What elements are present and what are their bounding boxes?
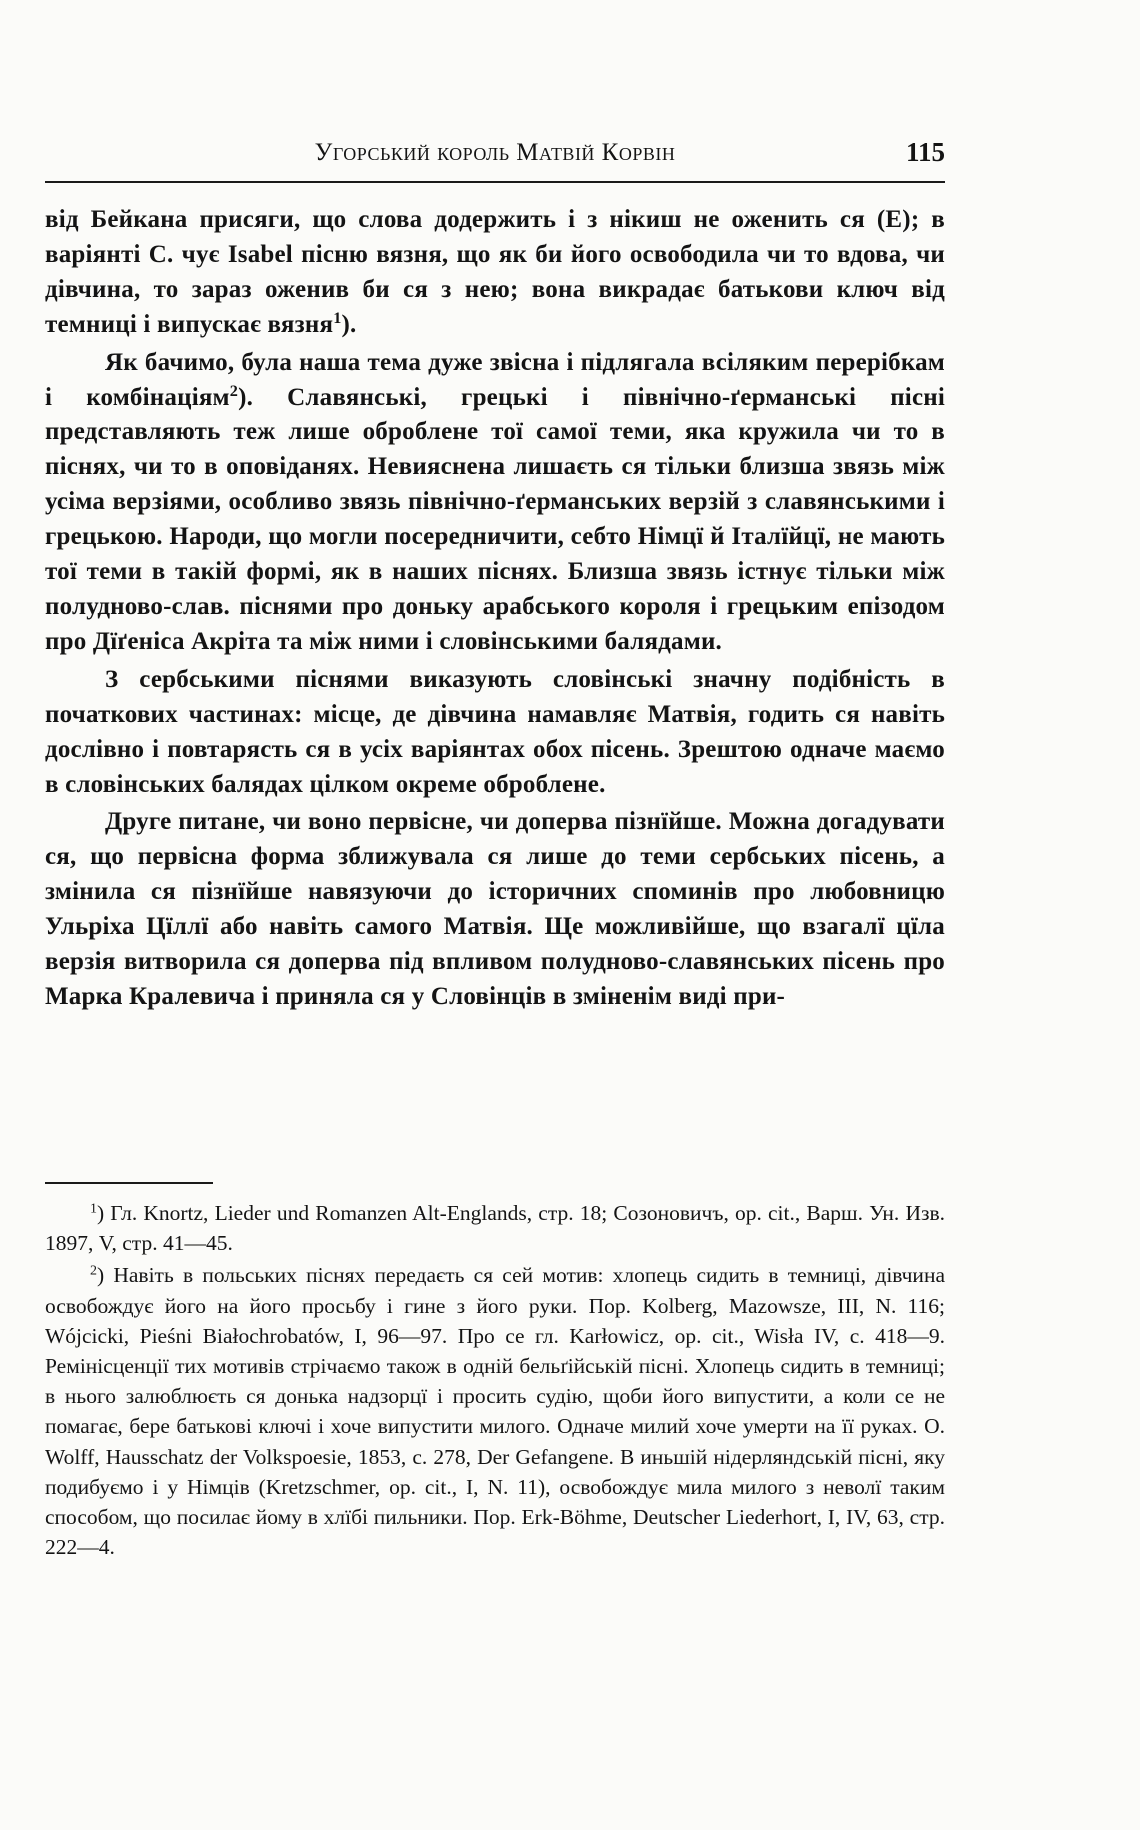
- footnote-1-text: ) Гл. Knortz, Lieder und Romanzen Alt-Englands, стр. 18; Созоновичъ, op. cit., Варш. Ун. Изв. 1897, V, стр. 41—45.: [45, 1201, 945, 1256]
- footnote-ref-2: 2: [229, 381, 239, 400]
- page-header: [45, 137, 945, 183]
- main-text: [45, 203, 945, 1015]
- paragraph-2: [45, 346, 945, 660]
- page-number: 115: [905, 137, 945, 167]
- footnote-2-mark: 2: [90, 1263, 97, 1279]
- paragraph-2-text: Як бачимо, була наша тема дуже звісна і підлягала всіляким перерібкам і комбінаціям: [45, 348, 945, 411]
- footnote-ref-1: 1: [333, 308, 342, 327]
- paragraph-4: Друге питане, чи воно первісне, чи доперва пізнїйше. Можна догадувати ся, що первісна форма зближувала ся лише до теми сербських пісень, а змінила ся пізнїйше навязуючи до історичних споминів про любовницю Ульріха Цїллї або навіть самого Матвія. Ще можливійше, що взагалї цїла верзія витворила ся доперва під впливом полудново-славянських пісень про Марка Кралевича і приняла ся у Словінців в зміненім виді при-: [45, 808, 945, 1010]
- running-title: Угорський король Матвій Корвін: [314, 139, 676, 166]
- footnote-2: [45, 1260, 945, 1562]
- paragraph-1-text: від Бейкана присяги, що слова додержить і з нікиш не оженить ся (E); в варіянті C. чує Isabel пісню вязня, що як би його освободила чи то вдова, чи дівчина, то зараз оженив би ся з нею; вона викрадає батькови ключ від темниці і випускає вязня: [45, 206, 945, 338]
- footnote-1-mark: 1: [90, 1201, 97, 1217]
- paragraph-1-end: ).: [341, 310, 357, 338]
- footnote-divider: [45, 1182, 213, 1184]
- paragraph-2-cont: ). Славянські, грецькі і північно-ґерманські пісні представляють теж лише оброблене тої самої теми, яка кружила чи то в піснях, чи то в оповіданях. Невияснена лишаєть ся тільки близша звязь між усіма верзіями, особливо звязь північно-ґерманських верзій з славянськими і грецькою. Народи, що могли посередничити, себто Німцї й Італїйцї, не мають тої теми в такій формі, як в наших піснях. Близша звязь істнує тільки між полудново-слав. піснями про доньку арабського короля і грецьким епізодом про Дїґеніса Акріта та між ними і словінськими балядами.: [45, 383, 945, 655]
- paragraph-1: [45, 203, 945, 343]
- paragraph-3: З сербськими піснями виказують словінські значну подібність в початкових частинах: місце, де дівчина намавляє Матвія, годить ся навіть дослівно і повтарясть ся в усіх варіянтах обох пісень. Зрештою одначе маємо в словінських балядах цілком окреме оброблене.: [45, 665, 945, 798]
- footnote-1: [45, 1198, 945, 1258]
- footnotes: [45, 1198, 945, 1562]
- footnote-2-text: ) Навіть в польських піснях передаєть ся сей мотив: хлопець сидить в темниці, дівчина освобождує його на його просьбу і гине з його руки. Пор. Kolberg, Mazowsze, III, N. 116; Wójcicki, Pieśni Białochrobatów, I, 96—97. Про се гл. Karłowicz, op. cit., Wisła IV, c. 418—9. Ремінісценції тих мотивів стрічаємо також в одній бельґійській пісні. Хлопець сидить в темниці; в нього залюблюєть ся донька надзорцї і просить судію, щоби його випустити, а коли се не помагає, бере батькові ключі і хоче випустити милого. Одначе милий хоче умерти на її руках. O. Wolff, Hausschatz der Volkspoesie, 1853, с. 278, Der Gefangene. В иньшій нідерляндській пісні, яку подибуємо і у Німців (Kretzschmer, op. cit., I, N. 11), освобождує мила милого з неволї таким способом, що посилає йому в хлїбі пильники. Пор. Erk-Böhme, Deutscher Liederhort, I, IV, 63, стр. 222—4.: [45, 1263, 945, 1560]
